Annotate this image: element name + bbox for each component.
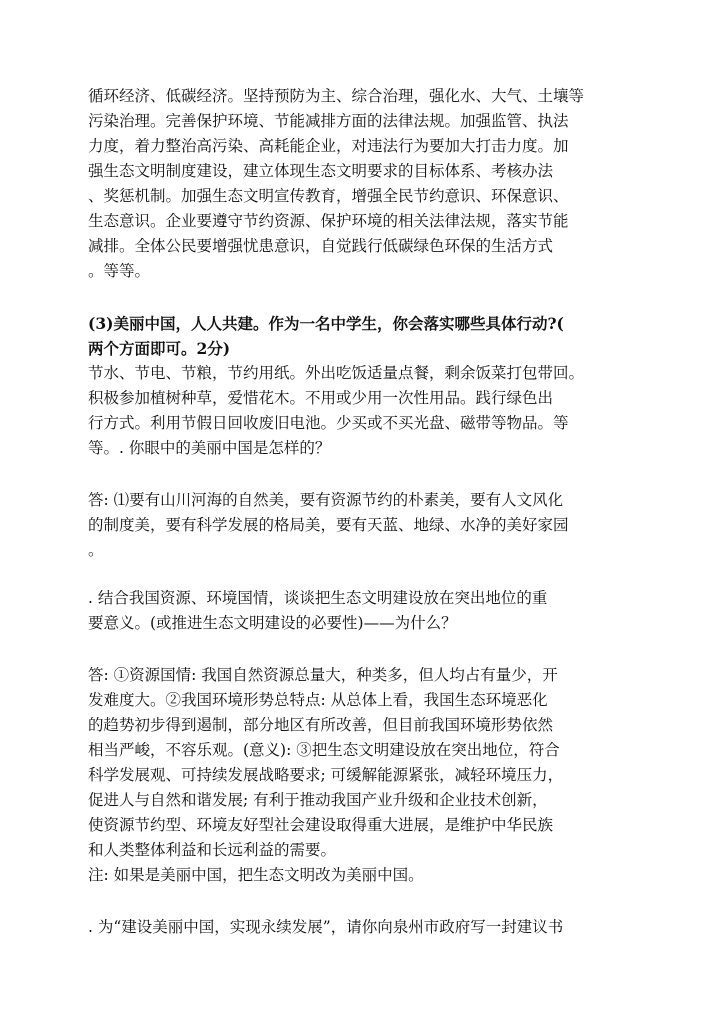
text-line: 、奖惩机制。加强生态文明宣传教育，增强全民节约意识、环保意识、 bbox=[88, 187, 569, 205]
answer-line: 积极参加植树种草，爱惜花木。不用或少用一次性用品。践行绿色出 bbox=[88, 389, 554, 407]
answer-line: 使资源节约型、环境友好型社会建设取得重大进展，是维护中华民族 bbox=[88, 816, 554, 834]
answer-line: 行方式。利用节假日回收废旧电池。少买或不买光盘、磁带等物品。等 bbox=[88, 414, 569, 432]
question-letter: . 为“建设美丽中国，实现永续发展”，请你向泉州市政府写一封建议书 bbox=[88, 918, 564, 936]
answer-line: 和人类整体利益和长远利益的需要。 bbox=[88, 841, 337, 859]
question-line: 要意义。(或推进生态文明建设的必要性)——为什么？ bbox=[88, 614, 457, 632]
document-page bbox=[88, 84, 636, 940]
text-line: 。等等。 bbox=[88, 262, 151, 280]
question-significance bbox=[88, 586, 636, 636]
answer-significance bbox=[88, 663, 636, 888]
answer-line: 节水、节电、节粮，节约用纸。外出吃饭适量点餐，剩余饭菜打包带回。 bbox=[88, 364, 585, 382]
answer-line: 科学发展观、可持续发展战略要求; 可缓解能源紧张，减轻环境压力， bbox=[88, 766, 564, 784]
answer-line: 促进人与自然和谐发展; 有利于推动我国产业升级和企业技术创新， bbox=[88, 791, 548, 809]
text-line: 力度，着力整治高污染、高耗能企业，对违法行为要加大打击力度。加 bbox=[88, 137, 569, 155]
answer-line: 发难度大。②我国环境形势总特点: 从总体上看，我国生态环境恶化 bbox=[88, 691, 548, 709]
paragraph-policy-measures bbox=[88, 84, 636, 284]
answer-3 bbox=[88, 361, 636, 461]
text-line: 生态意识。企业要遵守节约资源、保护环境的相关法律法规，落实节能 bbox=[88, 212, 569, 230]
answer-line: 的趋势初步得到遏制，部分地区有所改善，但目前我国环境形势依然 bbox=[88, 716, 554, 734]
text-line: 减排。全体公民要增强忧患意识，自觉践行低碳绿色环保的生活方式 bbox=[88, 237, 554, 255]
answer-line: 答: ①资源国情: 我国自然资源总量大，种类多，但人均占有量少，开 bbox=[88, 666, 558, 684]
text-line: 污染治理。完善保护环境、节能减排方面的法律法规。加强监管、执法 bbox=[88, 112, 569, 130]
answer-line: 的制度美，要有科学发展的格局美，要有天蓝、地绿、水净的美好家园 bbox=[88, 516, 569, 534]
question-line: (3)美丽中国，人人共建。作为一名中学生，你会落实哪些具体行动?( bbox=[88, 314, 564, 333]
answer-line: 答: ⑴要有山川河海的自然美，要有资源节约的朴素美，要有人文风化 bbox=[88, 491, 564, 509]
answer-line: 等。. 你眼中的美丽中国是怎样的？ bbox=[88, 439, 331, 457]
answer-line: 。 bbox=[88, 541, 104, 559]
text-line: 强生态文明制度建设，建立体现生态文明要求的目标体系、考核办法 bbox=[88, 162, 554, 180]
note-line: 注: 如果是美丽中国，把生态文明改为美丽中国。 bbox=[88, 866, 424, 884]
answer-line: 相当严峻，不容乐观。(意义): ③把生态文明建设放在突出地位，符合 bbox=[88, 741, 560, 759]
question-line: 两个方面即可。2分) bbox=[88, 339, 231, 358]
question-line: . 结合我国资源、环境国情，谈谈把生态文明建设放在突出地位的重 bbox=[88, 589, 548, 607]
question-3 bbox=[88, 311, 636, 361]
text-line: 循环经济、低碳经济。坚持预防为主、综合治理，强化水、大气、土壤等 bbox=[88, 87, 585, 105]
answer-beautiful-china bbox=[88, 488, 636, 563]
